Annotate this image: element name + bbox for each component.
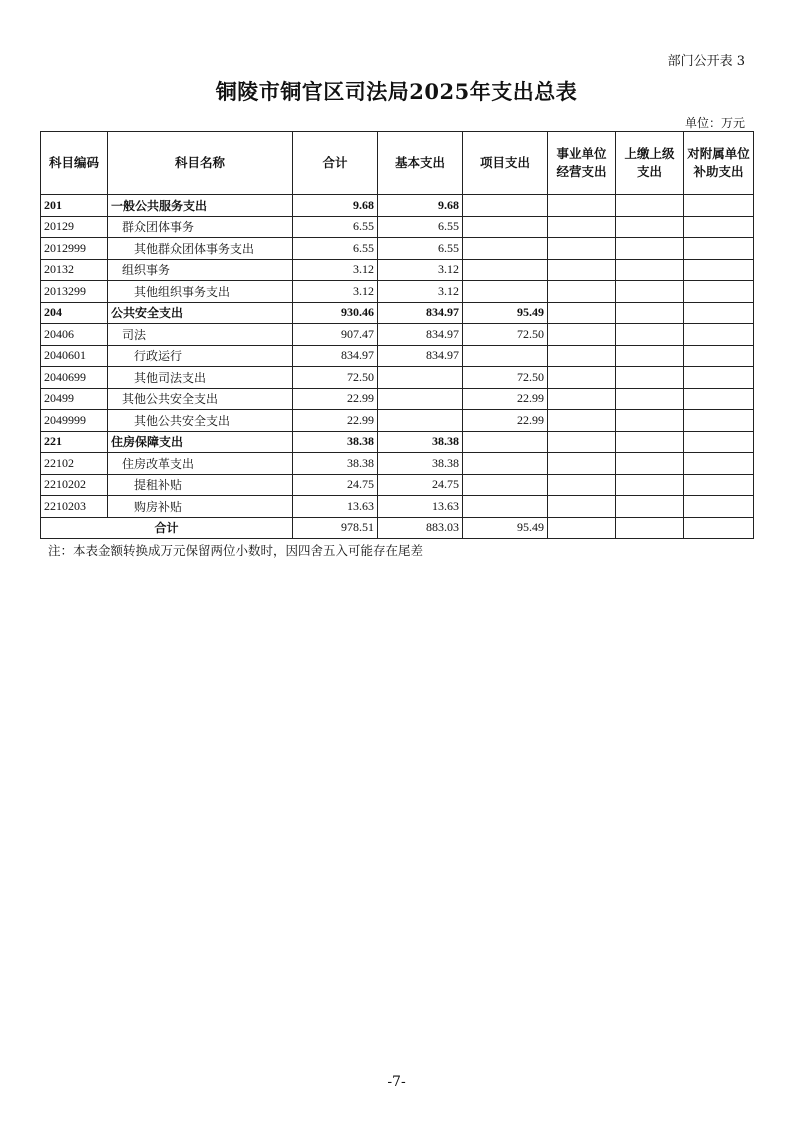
cell-subsidy xyxy=(684,195,754,217)
table-row xyxy=(41,496,754,518)
cell-total: 24.75 xyxy=(293,474,378,496)
cell-project: 72.50 xyxy=(463,367,548,389)
cell-name: 行政运行 xyxy=(108,345,293,367)
cell-business xyxy=(548,431,616,453)
table-header-row xyxy=(41,132,754,195)
cell-project: 72.50 xyxy=(463,324,548,346)
cell-code: 2049999 xyxy=(41,410,108,432)
cell-subsidy xyxy=(684,496,754,518)
table-row xyxy=(41,259,754,281)
cell-subsidy xyxy=(684,259,754,281)
cell-code: 221 xyxy=(41,431,108,453)
cell-subsidy xyxy=(684,345,754,367)
cell-upper xyxy=(616,302,684,324)
total-cell-basic: 883.03 xyxy=(378,517,463,539)
table-row xyxy=(41,410,754,432)
cell-basic: 9.68 xyxy=(378,195,463,217)
cell-subsidy xyxy=(684,431,754,453)
cell-project: 95.49 xyxy=(463,302,548,324)
cell-project: 22.99 xyxy=(463,410,548,432)
page-label: 部门公开表 3 xyxy=(667,54,745,69)
cell-business xyxy=(548,496,616,518)
cell-code: 2040699 xyxy=(41,367,108,389)
cell-project xyxy=(463,195,548,217)
cell-total: 9.68 xyxy=(293,195,378,217)
total-row xyxy=(41,517,754,539)
cell-name: 住房改革支出 xyxy=(108,453,293,475)
total-cell-business xyxy=(548,517,616,539)
cell-total: 6.55 xyxy=(293,238,378,260)
cell-total: 6.55 xyxy=(293,216,378,238)
cell-subsidy xyxy=(684,367,754,389)
header-total: 合计 xyxy=(293,132,378,195)
cell-basic: 24.75 xyxy=(378,474,463,496)
header-subsidy: 对附属单位补助支出 xyxy=(684,132,754,195)
cell-total: 38.38 xyxy=(293,431,378,453)
cell-business xyxy=(548,302,616,324)
cell-basic: 834.97 xyxy=(378,324,463,346)
cell-name: 公共安全支出 xyxy=(108,302,293,324)
cell-code: 2210203 xyxy=(41,496,108,518)
cell-project: 22.99 xyxy=(463,388,548,410)
cell-code: 20129 xyxy=(41,216,108,238)
total-cell-subsidy xyxy=(684,517,754,539)
cell-upper xyxy=(616,259,684,281)
cell-project xyxy=(463,259,548,281)
total-cell-total: 978.51 xyxy=(293,517,378,539)
table-row xyxy=(41,238,754,260)
cell-name: 其他司法支出 xyxy=(108,367,293,389)
cell-name: 其他组织事务支出 xyxy=(108,281,293,303)
cell-code: 20499 xyxy=(41,388,108,410)
cell-code: 2012999 xyxy=(41,238,108,260)
header-upper: 上缴上级支出 xyxy=(616,132,684,195)
cell-project xyxy=(463,431,548,453)
cell-total: 72.50 xyxy=(293,367,378,389)
table-row xyxy=(41,388,754,410)
cell-upper xyxy=(616,496,684,518)
cell-total: 38.38 xyxy=(293,453,378,475)
cell-business xyxy=(548,324,616,346)
cell-project xyxy=(463,496,548,518)
cell-business xyxy=(548,195,616,217)
cell-subsidy xyxy=(684,302,754,324)
cell-subsidy xyxy=(684,238,754,260)
cell-basic: 6.55 xyxy=(378,238,463,260)
table-row xyxy=(41,195,754,217)
cell-total: 3.12 xyxy=(293,259,378,281)
expenditure-table xyxy=(40,131,754,539)
cell-name: 司法 xyxy=(108,324,293,346)
cell-name: 购房补贴 xyxy=(108,496,293,518)
cell-basic: 3.12 xyxy=(378,259,463,281)
cell-code: 2013299 xyxy=(41,281,108,303)
table-row xyxy=(41,281,754,303)
cell-upper xyxy=(616,345,684,367)
cell-business xyxy=(548,474,616,496)
unit-label: 单位：万元 xyxy=(684,116,745,130)
cell-subsidy xyxy=(684,281,754,303)
cell-basic: 38.38 xyxy=(378,453,463,475)
cell-name: 一般公共服务支出 xyxy=(108,195,293,217)
cell-business xyxy=(548,367,616,389)
cell-upper xyxy=(616,324,684,346)
cell-basic: 13.63 xyxy=(378,496,463,518)
table-row xyxy=(41,216,754,238)
cell-business xyxy=(548,453,616,475)
cell-code: 20132 xyxy=(41,259,108,281)
cell-basic xyxy=(378,410,463,432)
cell-business xyxy=(548,238,616,260)
cell-basic: 834.97 xyxy=(378,345,463,367)
table-row xyxy=(41,453,754,475)
cell-subsidy xyxy=(684,324,754,346)
cell-business xyxy=(548,345,616,367)
cell-upper xyxy=(616,453,684,475)
cell-name: 组织事务 xyxy=(108,259,293,281)
cell-name: 其他公共安全支出 xyxy=(108,388,293,410)
cell-name: 提租补贴 xyxy=(108,474,293,496)
cell-upper xyxy=(616,388,684,410)
table-row xyxy=(41,474,754,496)
table-row xyxy=(41,367,754,389)
cell-business xyxy=(548,216,616,238)
total-label: 合计 xyxy=(41,517,293,539)
cell-project xyxy=(463,216,548,238)
cell-name: 其他群众团体事务支出 xyxy=(108,238,293,260)
table-row xyxy=(41,345,754,367)
table-row xyxy=(41,431,754,453)
cell-business xyxy=(548,259,616,281)
cell-total: 3.12 xyxy=(293,281,378,303)
cell-code: 22102 xyxy=(41,453,108,475)
cell-total: 13.63 xyxy=(293,496,378,518)
cell-upper xyxy=(616,474,684,496)
cell-upper xyxy=(616,431,684,453)
page-title: 铜陵市铜官区司法局2025年支出总表 xyxy=(215,79,578,104)
page-number: -7- xyxy=(387,1074,406,1090)
cell-subsidy xyxy=(684,453,754,475)
cell-total: 907.47 xyxy=(293,324,378,346)
cell-project xyxy=(463,238,548,260)
cell-total: 22.99 xyxy=(293,410,378,432)
cell-business xyxy=(548,281,616,303)
cell-upper xyxy=(616,410,684,432)
cell-project xyxy=(463,281,548,303)
cell-basic xyxy=(378,388,463,410)
cell-name: 住房保障支出 xyxy=(108,431,293,453)
table-body xyxy=(41,195,754,539)
cell-project xyxy=(463,345,548,367)
cell-basic: 834.97 xyxy=(378,302,463,324)
header-project: 项目支出 xyxy=(463,132,548,195)
cell-basic xyxy=(378,367,463,389)
cell-upper xyxy=(616,238,684,260)
cell-code: 20406 xyxy=(41,324,108,346)
cell-code: 204 xyxy=(41,302,108,324)
cell-basic: 38.38 xyxy=(378,431,463,453)
cell-subsidy xyxy=(684,410,754,432)
cell-basic: 3.12 xyxy=(378,281,463,303)
total-cell-upper xyxy=(616,517,684,539)
header-business: 事业单位经营支出 xyxy=(548,132,616,195)
cell-upper xyxy=(616,367,684,389)
cell-total: 930.46 xyxy=(293,302,378,324)
header-code: 科目编码 xyxy=(41,132,108,195)
cell-upper xyxy=(616,281,684,303)
cell-project xyxy=(463,474,548,496)
cell-basic: 6.55 xyxy=(378,216,463,238)
table-note: 注：本表金额转换成万元保留两位小数时，因四舍五入可能存在尾差 xyxy=(48,543,424,558)
cell-code: 2040601 xyxy=(41,345,108,367)
cell-name: 其他公共安全支出 xyxy=(108,410,293,432)
cell-upper xyxy=(616,216,684,238)
cell-business xyxy=(548,410,616,432)
cell-business xyxy=(548,388,616,410)
header-name: 科目名称 xyxy=(108,132,293,195)
cell-total: 834.97 xyxy=(293,345,378,367)
table-row xyxy=(41,324,754,346)
cell-subsidy xyxy=(684,216,754,238)
cell-code: 2210202 xyxy=(41,474,108,496)
header-basic: 基本支出 xyxy=(378,132,463,195)
cell-code: 201 xyxy=(41,195,108,217)
cell-subsidy xyxy=(684,388,754,410)
cell-name: 群众团体事务 xyxy=(108,216,293,238)
table-row xyxy=(41,302,754,324)
total-cell-project: 95.49 xyxy=(463,517,548,539)
cell-total: 22.99 xyxy=(293,388,378,410)
cell-subsidy xyxy=(684,474,754,496)
cell-upper xyxy=(616,195,684,217)
cell-project xyxy=(463,453,548,475)
